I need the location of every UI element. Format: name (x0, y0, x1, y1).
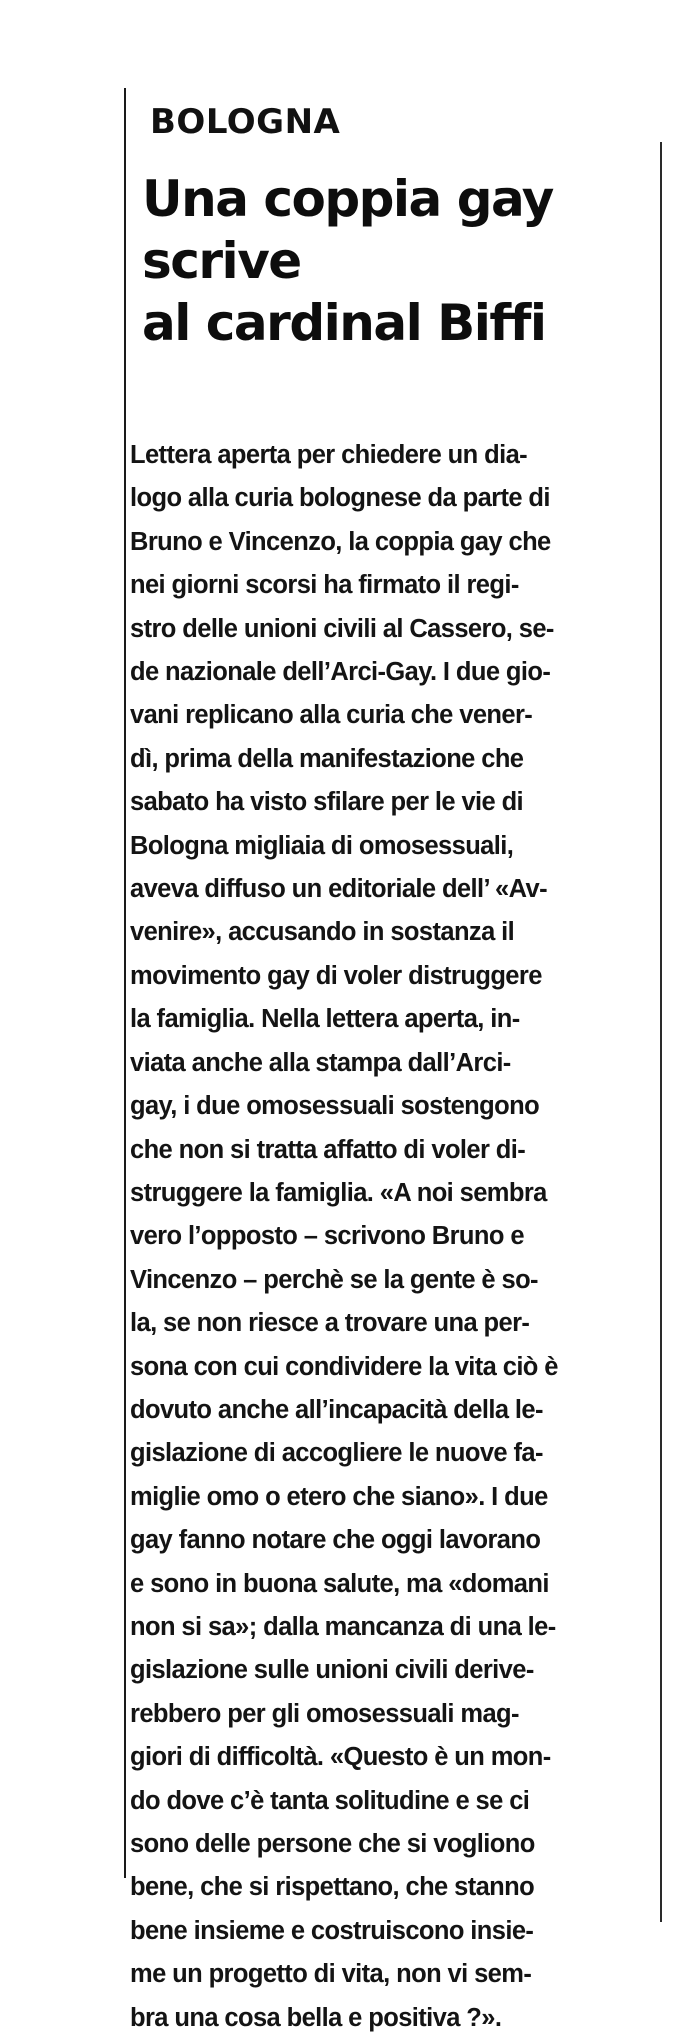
body-line: me un progetto di vita, non vi sem- (130, 1960, 532, 1989)
body-line: gay fanno notare che oggi lavorano (130, 1526, 541, 1555)
body-line: bra una cosa bella e positiva ?». (130, 2003, 502, 2032)
section-kicker: BOLOGNA (150, 102, 341, 142)
body-line: gay, i due omosessuali sostengono (130, 1092, 540, 1121)
body-line: venire», accusando in sostanza il (130, 918, 515, 947)
body-line: viata anche alla stampa dall’Arci- (130, 1048, 511, 1077)
body-line: giori di difficoltà. «Questo è un mon- (130, 1743, 551, 1772)
body-line: do dove c’è tanta solitudine e se ci (130, 1786, 530, 1815)
body-line: aveva diffuso un editoriale dell’ «Av- (130, 875, 547, 904)
body-line: struggere la famiglia. «A noi sembra (130, 1178, 547, 1207)
body-line: Bologna migliaia di omosessuali, (130, 831, 514, 860)
body-line: Bruno e Vincenzo, la coppia gay che (130, 527, 551, 556)
body-line: sona con cui condividere la vita ciò è (130, 1352, 558, 1381)
body-line: gislazione sulle unioni civili derive- (130, 1656, 534, 1685)
body-line: sabato ha visto sfilare per le vie di (130, 788, 524, 817)
body-line: e sono in buona salute, ma «domani (130, 1569, 549, 1598)
body-line: la famiglia. Nella lettera aperta, in- (130, 1005, 520, 1034)
body-line: non si sa»; dalla mancanza di una le- (130, 1612, 556, 1641)
body-line: stro delle unioni civili al Cassero, se- (130, 614, 554, 643)
body-line: che non si tratta affatto di voler di- (130, 1135, 526, 1164)
body-line: bene, che si rispettano, che stanno (130, 1873, 535, 1902)
article-headline (142, 168, 652, 354)
body-line: bene insieme e costruiscono insie- (130, 1916, 534, 1945)
article-body (130, 434, 650, 2040)
body-line: dovuto anche all’incapacità della le- (130, 1395, 543, 1424)
body-line: vani replicano alla curia che vener- (130, 701, 533, 730)
column-rule-right (660, 142, 662, 1922)
headline-line: al cardinal Biffi (142, 294, 546, 352)
body-line: Lettera aperta per chiedere un dia- (130, 441, 528, 469)
body-line: nei giorni scorsi ha firmato il regi- (130, 571, 519, 600)
body-line: rebbero per gli omosessuali mag- (130, 1699, 519, 1728)
body-line: logo alla curia bolognese da parte di (130, 484, 550, 513)
body-line: sono delle persone che si vogliono (130, 1830, 535, 1858)
headline-line: scrive (142, 232, 301, 290)
body-line: movimento gay di voler distruggere (130, 961, 542, 990)
body-line: dì, prima della manifestazione che (130, 744, 524, 773)
body-line: miglie omo o etero che siano». I due (130, 1482, 548, 1511)
body-line: la, se non riesce a trovare una per- (130, 1309, 530, 1338)
headline-line: Una coppia gay (142, 170, 553, 228)
body-line: gislazione di accogliere le nuove fa- (130, 1439, 543, 1468)
body-line: vero l’opposto – scrivono Bruno e (130, 1222, 524, 1251)
body-line: Vincenzo – perchè se la gente è so- (130, 1265, 538, 1294)
body-line: de nazionale dell’Arci-Gay. I due gio- (130, 658, 551, 687)
column-rule-left (124, 88, 126, 1878)
